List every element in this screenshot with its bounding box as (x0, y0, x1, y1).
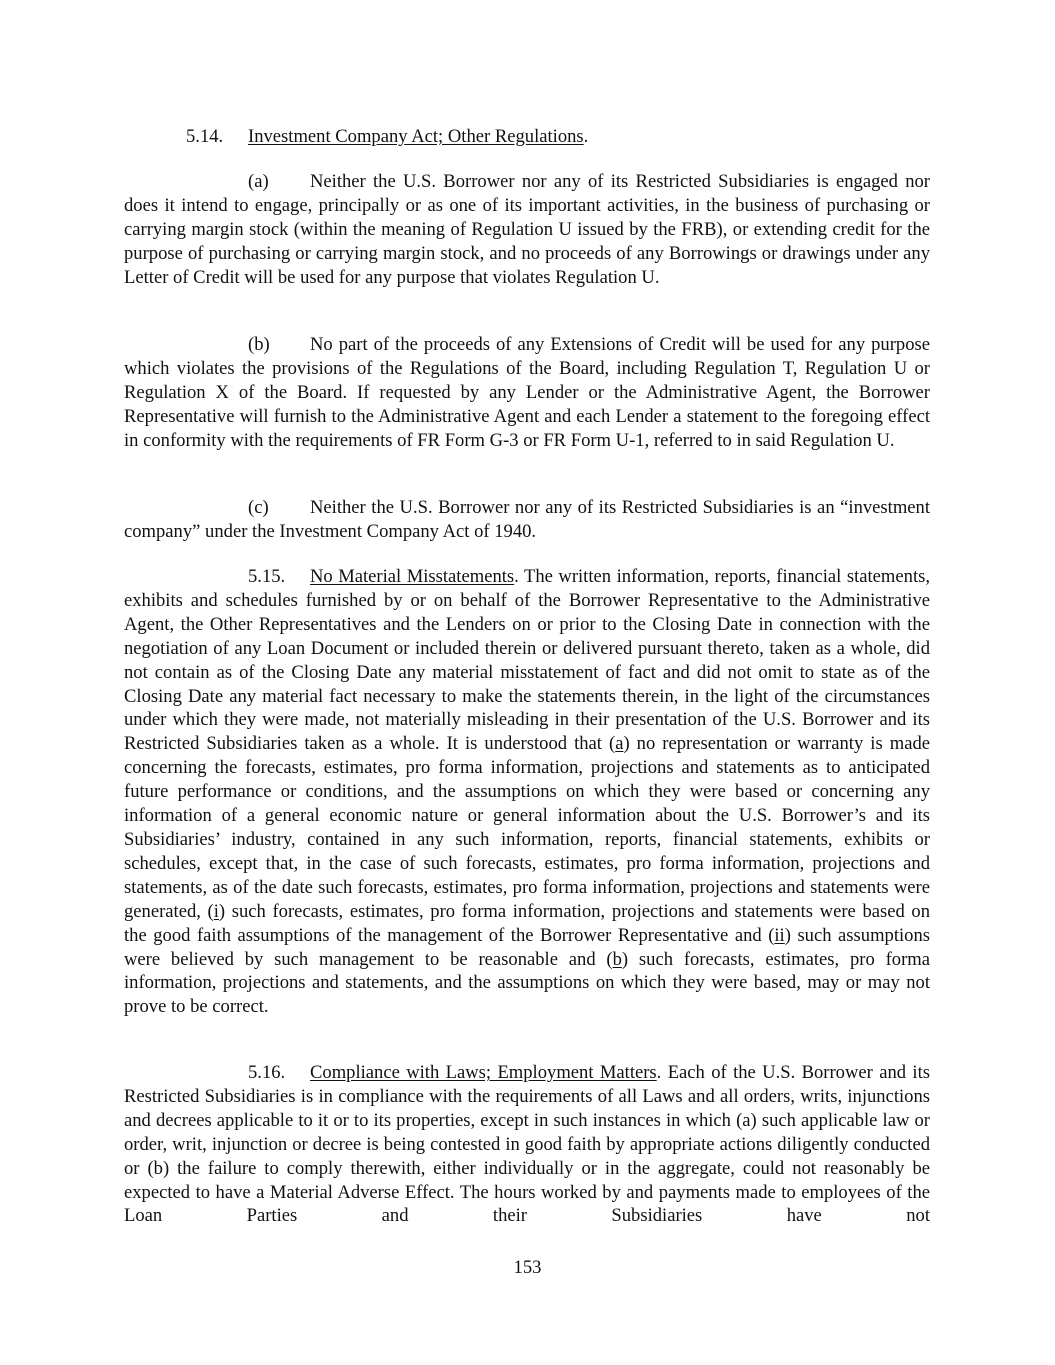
ref-b: b (612, 948, 622, 970)
section-number: 5.15. (248, 566, 286, 587)
ref-i: i (213, 900, 219, 922)
section-title: No Material Misstatements (310, 566, 515, 587)
clause-text: Neither the U.S. Borrower nor any of its Restricted Subsidiaries is engaged nor does it intend to engage, principally or as one of its important activities, in the business of purchasing or carrying margin stock (within the meaning of Regulation U issued by the FRB), or extending credit for the purpose of purchasing or carrying margin stock, and no proceeds of any Borrowings or drawings under any Letter of Credit will be used for any purpose that violates Regulation U. (124, 171, 930, 288)
paragraph-5-15: 5.15. No Material Misstatements. The written information, reports, financial statements, exhibits and schedules furnished by or on behalf of the Borrower Representative to the Administrative Agent, the Other Representatives and the Lenders on or prior to the Closing Date in connection with the negotiation of any Loan Document or included therein or delivered pursuant thereto, taken as a whole, did not contain as of the Closing Date any material misstatement of fact and did not omit to state as of the Closing Date any material fact necessary to make the statements therein, in the light of the circumstances under which they were made, not materially misleading in their presentation of the U.S. Borrower and its Restricted Subsidiaries taken as a whole. It is understood that (a) no representation or warranty is made concerning the forecasts, estimates, pro forma information, projections and statements as to anticipated future performance or conditions, and the assumptions on which they were based or concerning any information of a general economic nature or general information about the U.S. Borrower’s and its Subsidiaries’ industry, contained in any such information, reports, financial statements, exhibits or schedules, except that, in the case of such forecasts, estimates, pro forma information, projections and statements, as of the date such forecasts, estimates, pro forma information, projections and statements were generated, (i) such forecasts, estimates, pro forma information, projections and statements were based on the good faith assumptions of the management of the Borrower Representative and (ii) such assumptions were believed by such management to be reasonable and (b) such forecasts, estimates, pro forma information, projections and statements, and the assumptions on which they were based, may or may not prove to be correct. (124, 566, 931, 1018)
ref-a: a (615, 733, 624, 755)
heading-period: . (583, 126, 589, 147)
paragraph-5-16: 5.16. Compliance with Laws; Employment Matters. Each of the U.S. Borrower and its Restricted Subsidiaries is in compliance with the requirements of all Laws and all orders, writs, injunctions and decrees applicable to it or to its properties, except in such instances in which (a) such applicable law or order, writ, injunction or decree is being contested in good faith by appropriate actions diligently conducted or (b) the failure to comply therewith, either individually or in the aggregate, could not reasonably be expected to have a Material Adverse Effect. The hours worked by and payments made to employees of the Loan Parties and their Subsidiaries have not (124, 1062, 930, 1227)
paragraph-5-14-a (124, 170, 930, 290)
clause-text: Neither the U.S. Borrower nor any of its Restricted Subsidiaries is an “investment company” under the Investment Company Act of 1940. (124, 497, 930, 542)
page-number: 153 (513, 1257, 542, 1278)
clause-text: No part of the proceeds of any Extensions of Credit will be used for any purpose which violates the provisions of the Regulations of the Board, including Regulation T, Regulation U or Regulation X of the Board. If requested by any Lender or the Administrative Agent, the Borrower Representative will furnish to the Administrative Agent and each Lender a statement to the foregoing effect in conformity with the requirements of FR Form G-3 or FR Form U-1, referred to in said Regulation U. (124, 334, 930, 451)
section-text: Each of the U.S. Borrower and its Restricted Subsidiaries is in compliance with the requirements of all Laws and all orders, writs, injunctions and decrees applicable to it or to its properties, except in such instances in which (a) such applicable law or order, writ, injunction or decree is being contested in good faith by appropriate actions diligently conducted or (b) the failure to comply therewith, either individually or in the aggregate, could not reasonably be expected to have a Material Adverse Effect. The hours worked by and payments made to employees of the Loan Parties and their Subsidiaries have not (124, 1062, 930, 1227)
paragraph-5-14-c (124, 496, 930, 544)
ref-ii: ii (774, 924, 785, 946)
clause-label: (b) (248, 334, 270, 355)
section-5-14-heading (124, 125, 930, 149)
section-number: 5.16. (248, 1062, 286, 1083)
paragraph-5-14-b (124, 333, 930, 453)
clause-label: (a) (248, 171, 269, 192)
section-number: 5.14. (186, 126, 224, 147)
section-title: Compliance with Laws; Employment Matters (310, 1062, 657, 1083)
section-title: Investment Company Act; Other Regulations (248, 126, 584, 147)
clause-label: (c) (248, 497, 269, 518)
section-text: The written information, reports, financial statements, exhibits and schedules furnished by or on behalf of the Borrower Representative to the Administrative Agent, the Other Representatives and the Lenders on or prior to the Closing Date in connection with the negotiation of any Loan Document or included therein or delivered pursuant thereto, taken as a whole, did not contain as of the Closing Date any material misstatement of fact and did not omit to state as of the Closing Date any material fact necessary to make the statements therein, in the light of the circumstances under which they were made, not materially misleading in their presentation of the U.S. Borrower and its Restricted Subsidiaries taken as a whole. It is understood that ( (124, 566, 930, 755)
